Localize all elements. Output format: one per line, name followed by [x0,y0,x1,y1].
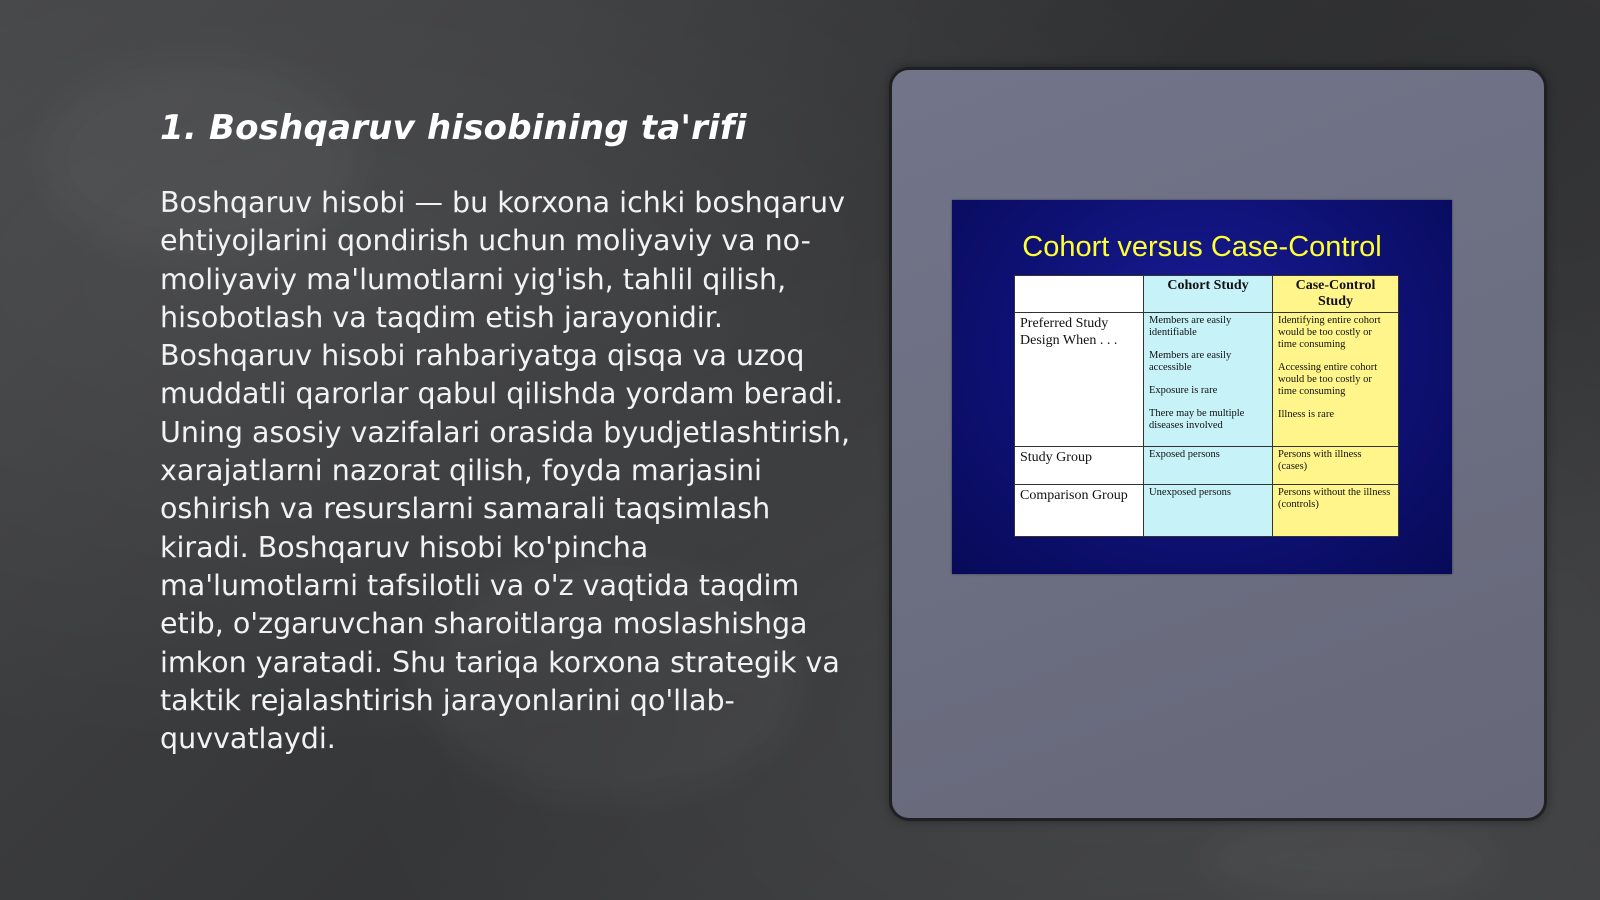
table-row [1015,313,1399,447]
cell-entry: Members are easily accessible [1149,350,1232,373]
cell-entry: Exposure is rare [1149,385,1218,396]
table-header-case-control: Case-Control Study [1273,276,1399,313]
cell-entry: Persons with illness (cases) [1278,449,1362,472]
cell-entry: Members are easily identifiable [1149,315,1232,338]
case-control-cell [1273,313,1399,447]
case-control-cell [1273,447,1399,485]
cell-entry: Accessing entire cohort would be too costly or time consuming [1278,362,1378,397]
case-control-cell [1273,485,1399,537]
row-label: Preferred Study Design When . . . [1015,313,1144,447]
cell-entry: Unexposed persons [1149,487,1231,498]
embedded-slide-title: Cohort versus Case-Control [1022,231,1382,263]
cell-entry: There may be multiple diseases involved [1149,408,1245,431]
cell-entry: Persons without the illness (controls) [1278,487,1391,510]
cell-entry: Identifying entire cohort would be too costly or time consuming [1278,315,1381,350]
cohort-cell [1144,313,1273,447]
row-label: Study Group [1015,447,1144,485]
table-header-cell [1015,276,1144,313]
cell-entry: Exposed persons [1149,449,1220,460]
cell-entry: Illness is rare [1278,409,1334,420]
slide-body-text: Boshqaruv hisobi — bu korxona ichki boshqaruv ehtiyojlarini qondirish uchun moliyaviy va no-moliyaviy ma'lumotlarni yig'ish, tahlil qilish, hisobotlash va taqdim etish jarayonidir. Boshqaruv hisobi rahbariyatga qisqa va uzoq muddatli qarorlar qabul qilishda yordam beradi. Uning asosiy vazifalari orasida byudjetlashtirish, xarajatlarni nazorat qilish, foyda marjasini oshirish va resurslarni samarali taqsimlash kiradi. Boshqaruv hisobi ko'pincha ma'lumotlarni tafsilotli va o'z vaqtida taqdim etib, o'zgaruvchan sharoitlarga moslashishga imkon yaratadi. Shu tariqa korxona strategik va taktik rejalashtirish jarayonlarini qo'llab-quvvatlaydi. [160,186,851,756]
table-header-row [1015,276,1399,313]
cohort-cell [1144,485,1273,537]
row-label: Comparison Group [1015,485,1144,537]
table-header-cohort: Cohort Study [1144,276,1273,313]
comparison-table [1014,275,1399,537]
table-row [1015,485,1399,537]
table-row [1015,447,1399,485]
cohort-cell [1144,447,1273,485]
slide-heading: 1. Boshqaruv hisobining ta'rifi [160,108,747,148]
chalk-smudge [1200,820,1500,900]
embedded-slide-image [952,200,1452,574]
image-frame [889,67,1547,821]
